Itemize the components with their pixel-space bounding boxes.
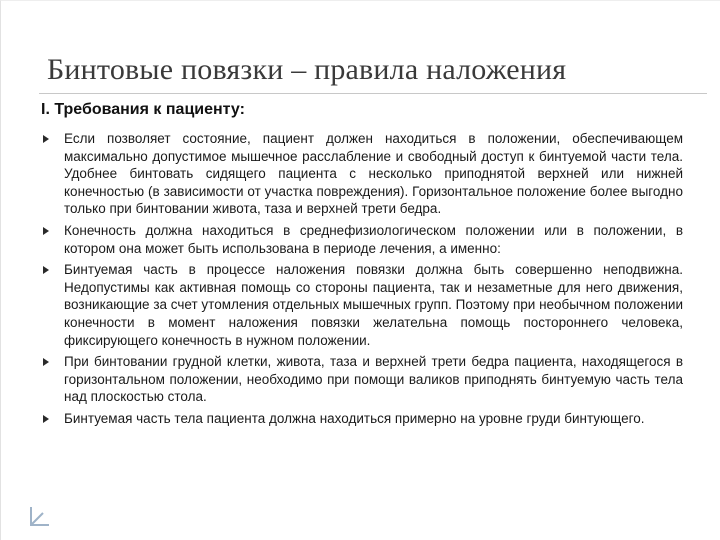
list-item-text: Бинтуемая часть в процессе наложения повязки должна быть совершенно неподвижна. Недопустимы как активная помощь со стороны пациента, так и незаметные для него движения, возникающие за счет утомления отдельных мышечных групп. Поэтому при необычном положении конечности в момент наложения повязки желательна помощь постороннего человека, фиксирующего конечность в нужном положении. [64, 262, 683, 348]
triangle-bullet-icon [43, 135, 49, 143]
triangle-bullet-icon [43, 358, 49, 366]
list-item-text: Если позволяет состояние, пациент должен находиться в положении, обеспечивающем максимально допустимое мышечное расслабление и свободный доступ к бинтуемой части тела. Удобнее бинтовать сидящего пациента с несколько приподнятой верхней или нижней конечностью (в зависимости от участка повреждения). Горизонтальное положение более выгодно только при бинтовании живота, таза и верхней трети бедра. [64, 131, 683, 217]
triangle-bullet-icon [43, 415, 49, 423]
list-item [41, 222, 683, 257]
section-heading: I. Требования к пациенту: [41, 101, 245, 118]
triangle-bullet-icon [43, 266, 49, 274]
triangle-bullet-icon [43, 227, 49, 235]
list-item-text: При бинтовании грудной клетки, живота, таза и верхней трети бедра пациента, находящегося в горизонтальном положении, необходимо при помощи валиков приподнять бинтуемую часть тела над плоскостью стола. [64, 354, 683, 405]
list-item [41, 261, 683, 349]
slide-title: Бинтовые повязки – правила наложения [47, 53, 567, 86]
list-item-text: Бинтуемая часть тела пациента должна находиться примерно на уровне груди бинтующего. [64, 410, 645, 426]
slide-corner-icon [29, 505, 51, 527]
list-item [41, 410, 683, 428]
list-item [41, 130, 683, 218]
list-item [41, 353, 683, 406]
title-divider [39, 93, 707, 94]
list-item-text: Конечность должна находиться в среднефизиологическом положении или в положении, в котором она может быть использована в периоде лечения, а именно: [64, 222, 683, 256]
bullet-list [41, 130, 683, 432]
